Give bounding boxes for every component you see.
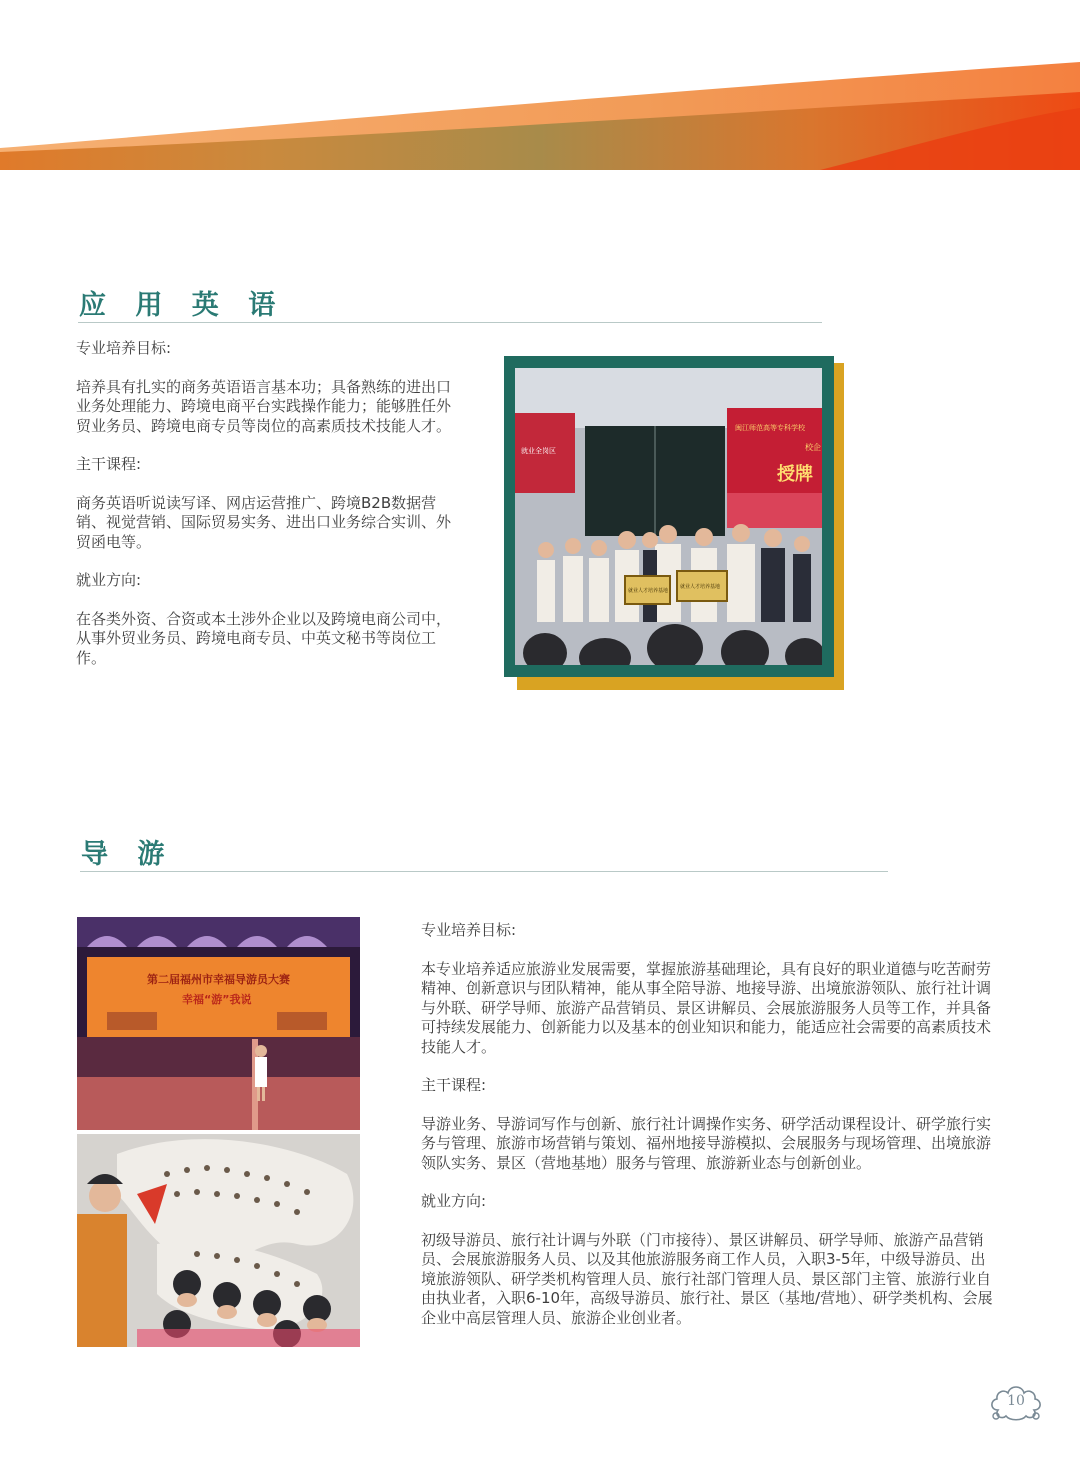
goal-label: 专业培养目标:: [76, 339, 172, 357]
section-title-tour-guide: 导 游: [81, 839, 175, 870]
tour-guide-text: [421, 921, 997, 1347]
museum-photo-image: [77, 1134, 360, 1347]
screen-title-text: 闽江师范高等专科学校: [735, 424, 805, 432]
museum-photo: [77, 1134, 360, 1347]
section-divider-2: [80, 871, 888, 872]
contest-photo-image: [77, 917, 360, 1130]
goal-label-2: 专业培养目标:: [421, 921, 517, 939]
ceremony-photo: [515, 368, 822, 665]
goal-text: 培养具有扎实的商务英语语言基本功；具备熟练的进出口业务处理能力、跨境电商平台实践操作能力；能够胜任外贸业务员、跨境电商专员等岗位的高素质技术技能人才。: [76, 377, 452, 435]
plaque-1-text: 就业人才培养基地: [628, 588, 669, 594]
screen-big-text: 授牌: [777, 464, 813, 485]
applied-english-text: [76, 339, 452, 687]
section-title-applied-english: 应 用 英 语: [79, 290, 286, 321]
goal-text-2: 本专业培养适应旅游业发展需要，掌握旅游基础理论，具有良好的职业道德与吃苦耐劳精神、创新意识与团队精神，能从事全陪导游、地接导游、出境旅游领队、旅行社计调与外联、研学导师、旅游产品营销员、景区讲解员、会展旅游服务人员等工作，并具备可持续发展能力、创新能力以及基本的创业知识和能力，能适应社会需要的高素质技术技能人才。: [421, 959, 992, 1056]
ceremony-photo-image: [515, 368, 822, 665]
screen-left-text: 就业全岗区: [521, 447, 556, 455]
course-text-2: 导游业务、导游词写作与创新、旅行社计调操作实务、研学活动课程设计、研学旅行实务与管理、旅游市场营销与策划、福州地接导游模拟、会展服务与现场管理、出境旅游领队实务、景区（营地基地）服务与管理、旅游新业态与创新创业。: [421, 1114, 992, 1172]
screen-sub-text: 校企: [805, 443, 821, 452]
course-text: 商务英语听说读写译、网店运营推广、跨境B2B数据营销、视觉营销、国际贸易实务、进出口业务综合实训、外贸函电等。: [76, 493, 452, 551]
banner-slogan: 幸福“游”我说: [182, 993, 252, 1006]
course-label-2: 主干课程:: [421, 1076, 487, 1094]
course-label: 主干课程:: [76, 455, 142, 473]
contest-photo: [77, 917, 360, 1130]
plaque-2-text: 就业人才培养基地: [680, 584, 721, 590]
section-divider: [78, 322, 822, 323]
career-text: 在各类外资、合资或本土涉外企业以及跨境电商公司中，从事外贸业务员、跨境电商专员、中英文秘书等岗位工作。: [76, 609, 452, 667]
page-number: 10: [1007, 1393, 1025, 1409]
career-text-2: 初级导游员、旅行社计调与外联（门市接待）、景区讲解员、研学导师、旅游产品营销员、会展旅游服务人员、以及其他旅游服务商工作人员，入职3-5年，中级导游员、出境旅游领队、研学类机构管理人员、旅行社部门管理人员、景区部门主管、旅游行业自由执业者，入职6-10年，高级导游员、旅行社、景区（基地/营地）、研学类机构、会展企业中高层管理人员、旅游企业创业者。: [421, 1230, 993, 1327]
career-label: 就业方向:: [76, 571, 142, 589]
header-decoration: [0, 0, 1080, 175]
banner-title: 第二届福州市幸福导游员大赛: [147, 973, 290, 986]
page-number-badge: [988, 1380, 1044, 1424]
career-label-2: 就业方向:: [421, 1192, 487, 1210]
